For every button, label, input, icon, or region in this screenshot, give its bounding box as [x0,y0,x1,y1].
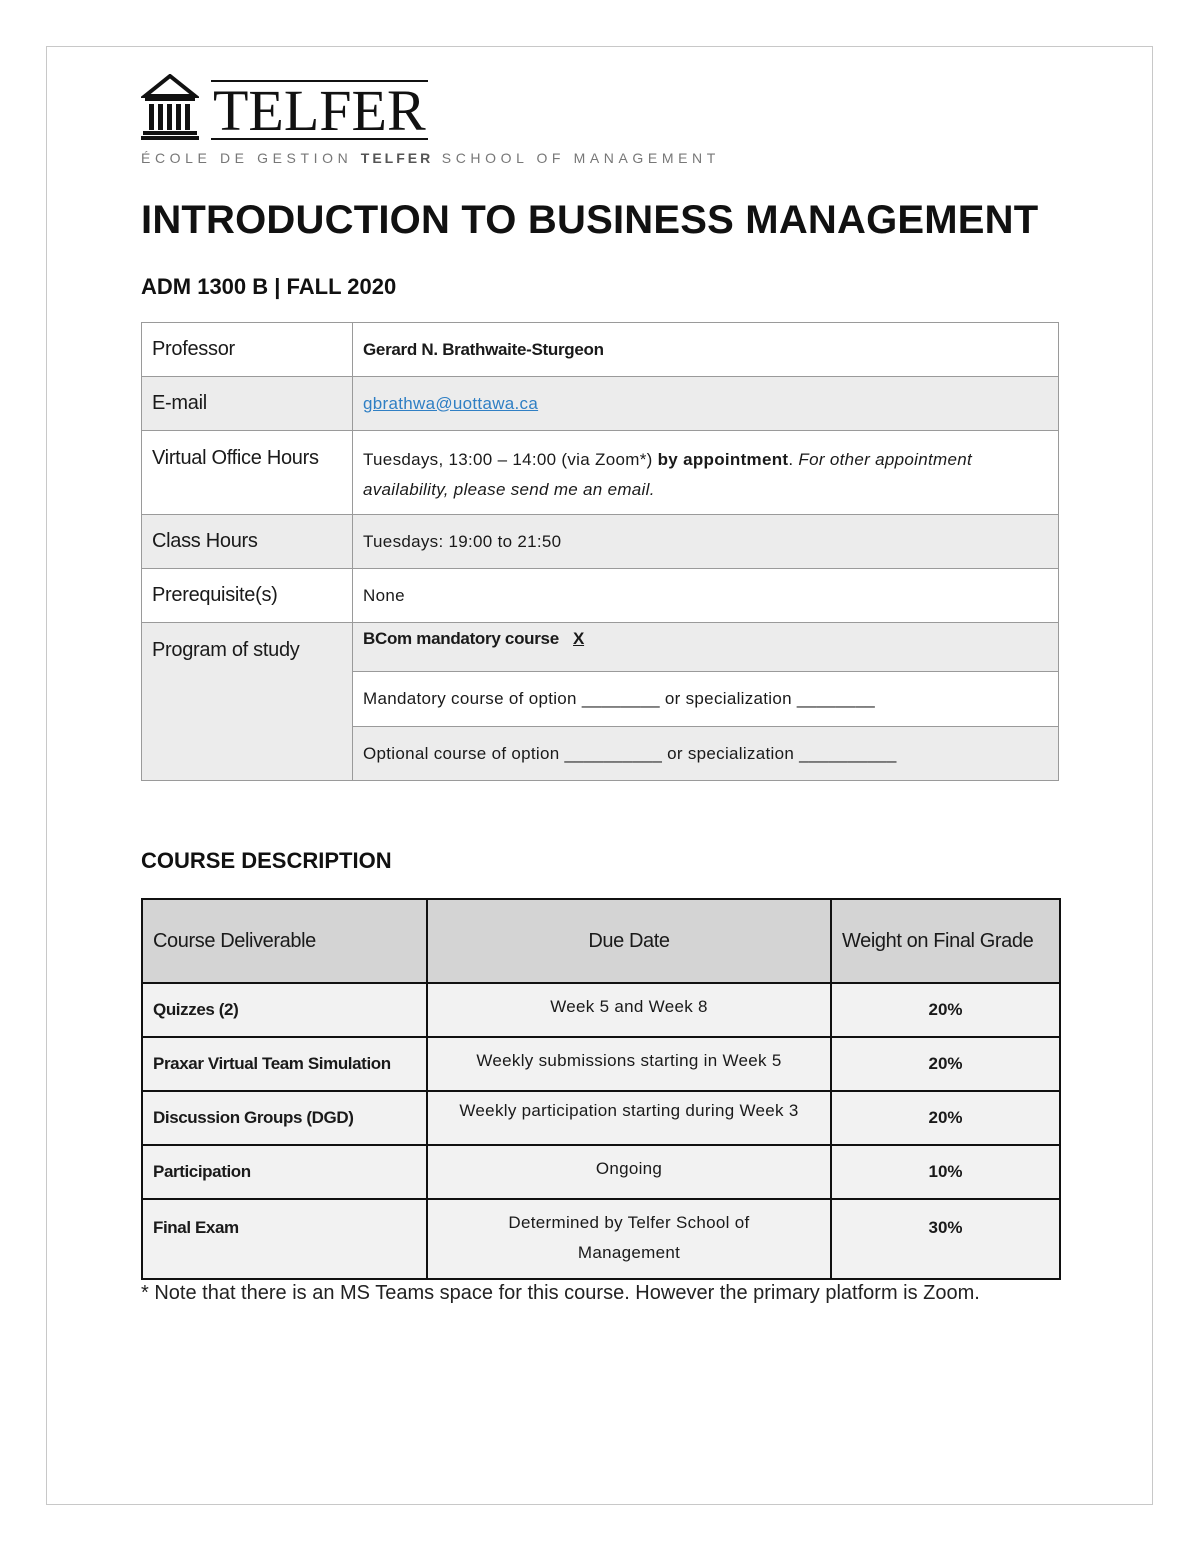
logo-wordmark: TELFER [213,78,426,143]
deliverable-name: Praxar Virtual Team Simulation [142,1037,427,1091]
program-mandatory-option: Mandatory course of option ________ or specialization ________ [353,672,1059,727]
building-icon [141,74,199,140]
course-code: ADM 1300 B | FALL 2020 [141,274,397,299]
office-hours-label: Virtual Office Hours [142,431,353,515]
course-description-heading: COURSE DESCRIPTION [141,848,392,873]
page-title: INTRODUCTION TO BUSINESS MANAGEMENT [141,198,1039,242]
deliverable-name: Discussion Groups (DGD) [142,1091,427,1145]
table-row [142,983,1060,1037]
deliverable-weight: 20% [831,1091,1060,1145]
info-row-email [142,377,1059,431]
deliverables-header-row [142,899,1060,983]
bcom-mark: X [573,629,585,648]
info-row-prerequisites [142,569,1059,623]
prerequisites-value: None [353,569,1059,623]
class-hours-label: Class Hours [142,515,353,569]
professor-value: Gerard N. Brathwaite-Sturgeon [353,323,1059,377]
prerequisites-label: Prerequisite(s) [142,569,353,623]
deliverable-due: Determined by Telfer School of Management [427,1199,831,1279]
header-deliverable: Course Deliverable [142,899,427,983]
deliverable-due: Weekly submissions starting in Week 5 [427,1037,831,1091]
telfer-logo [141,74,761,174]
table-row [142,1037,1060,1091]
logo-subtitle: ÉCOLE DE GESTION TELFER SCHOOL OF MANAGEMENT [141,150,720,166]
office-hours-value: Tuesdays, 13:00 – 14:00 (via Zoom*) by appointment. For other appointment availability, please send me an email. [353,431,1059,515]
deliverable-name: Quizzes (2) [142,983,427,1037]
program-label: Program of study [142,623,353,781]
info-row-professor [142,323,1059,377]
deliverable-weight: 20% [831,983,1060,1037]
deliverable-due: Weekly participation starting during Week 3 [427,1091,831,1145]
deliverable-weight: 20% [831,1037,1060,1091]
course-info-table [141,322,1059,781]
deliverable-weight: 30% [831,1199,1060,1279]
table-row [142,1091,1060,1145]
table-row [142,1145,1060,1199]
professor-label: Professor [142,323,353,377]
deliverable-due: Ongoing [427,1145,831,1199]
info-row-program [142,623,1059,672]
email-link[interactable]: gbrathwa@uottawa.ca [363,393,539,413]
class-hours-value: Tuesdays: 19:00 to 21:50 [353,515,1059,569]
deliverable-weight: 10% [831,1145,1060,1199]
deliverable-name: Participation [142,1145,427,1199]
info-row-class-hours [142,515,1059,569]
deliverable-name: Final Exam [142,1199,427,1279]
table-row [142,1199,1060,1279]
footnote: * Note that there is an MS Teams space for this course. However the primary platform is Zoom. [141,1282,980,1304]
header-weight: Weight on Final Grade [831,899,1060,983]
deliverable-due: Week 5 and Week 8 [427,983,831,1037]
header-due-date: Due Date [427,899,831,983]
email-label: E-mail [142,377,353,431]
program-optional-option: Optional course of option __________ or specialization __________ [353,727,1059,781]
info-row-office-hours [142,431,1059,515]
deliverables-table [141,898,1061,1280]
program-bcom: BCom mandatory course X [353,623,1059,672]
